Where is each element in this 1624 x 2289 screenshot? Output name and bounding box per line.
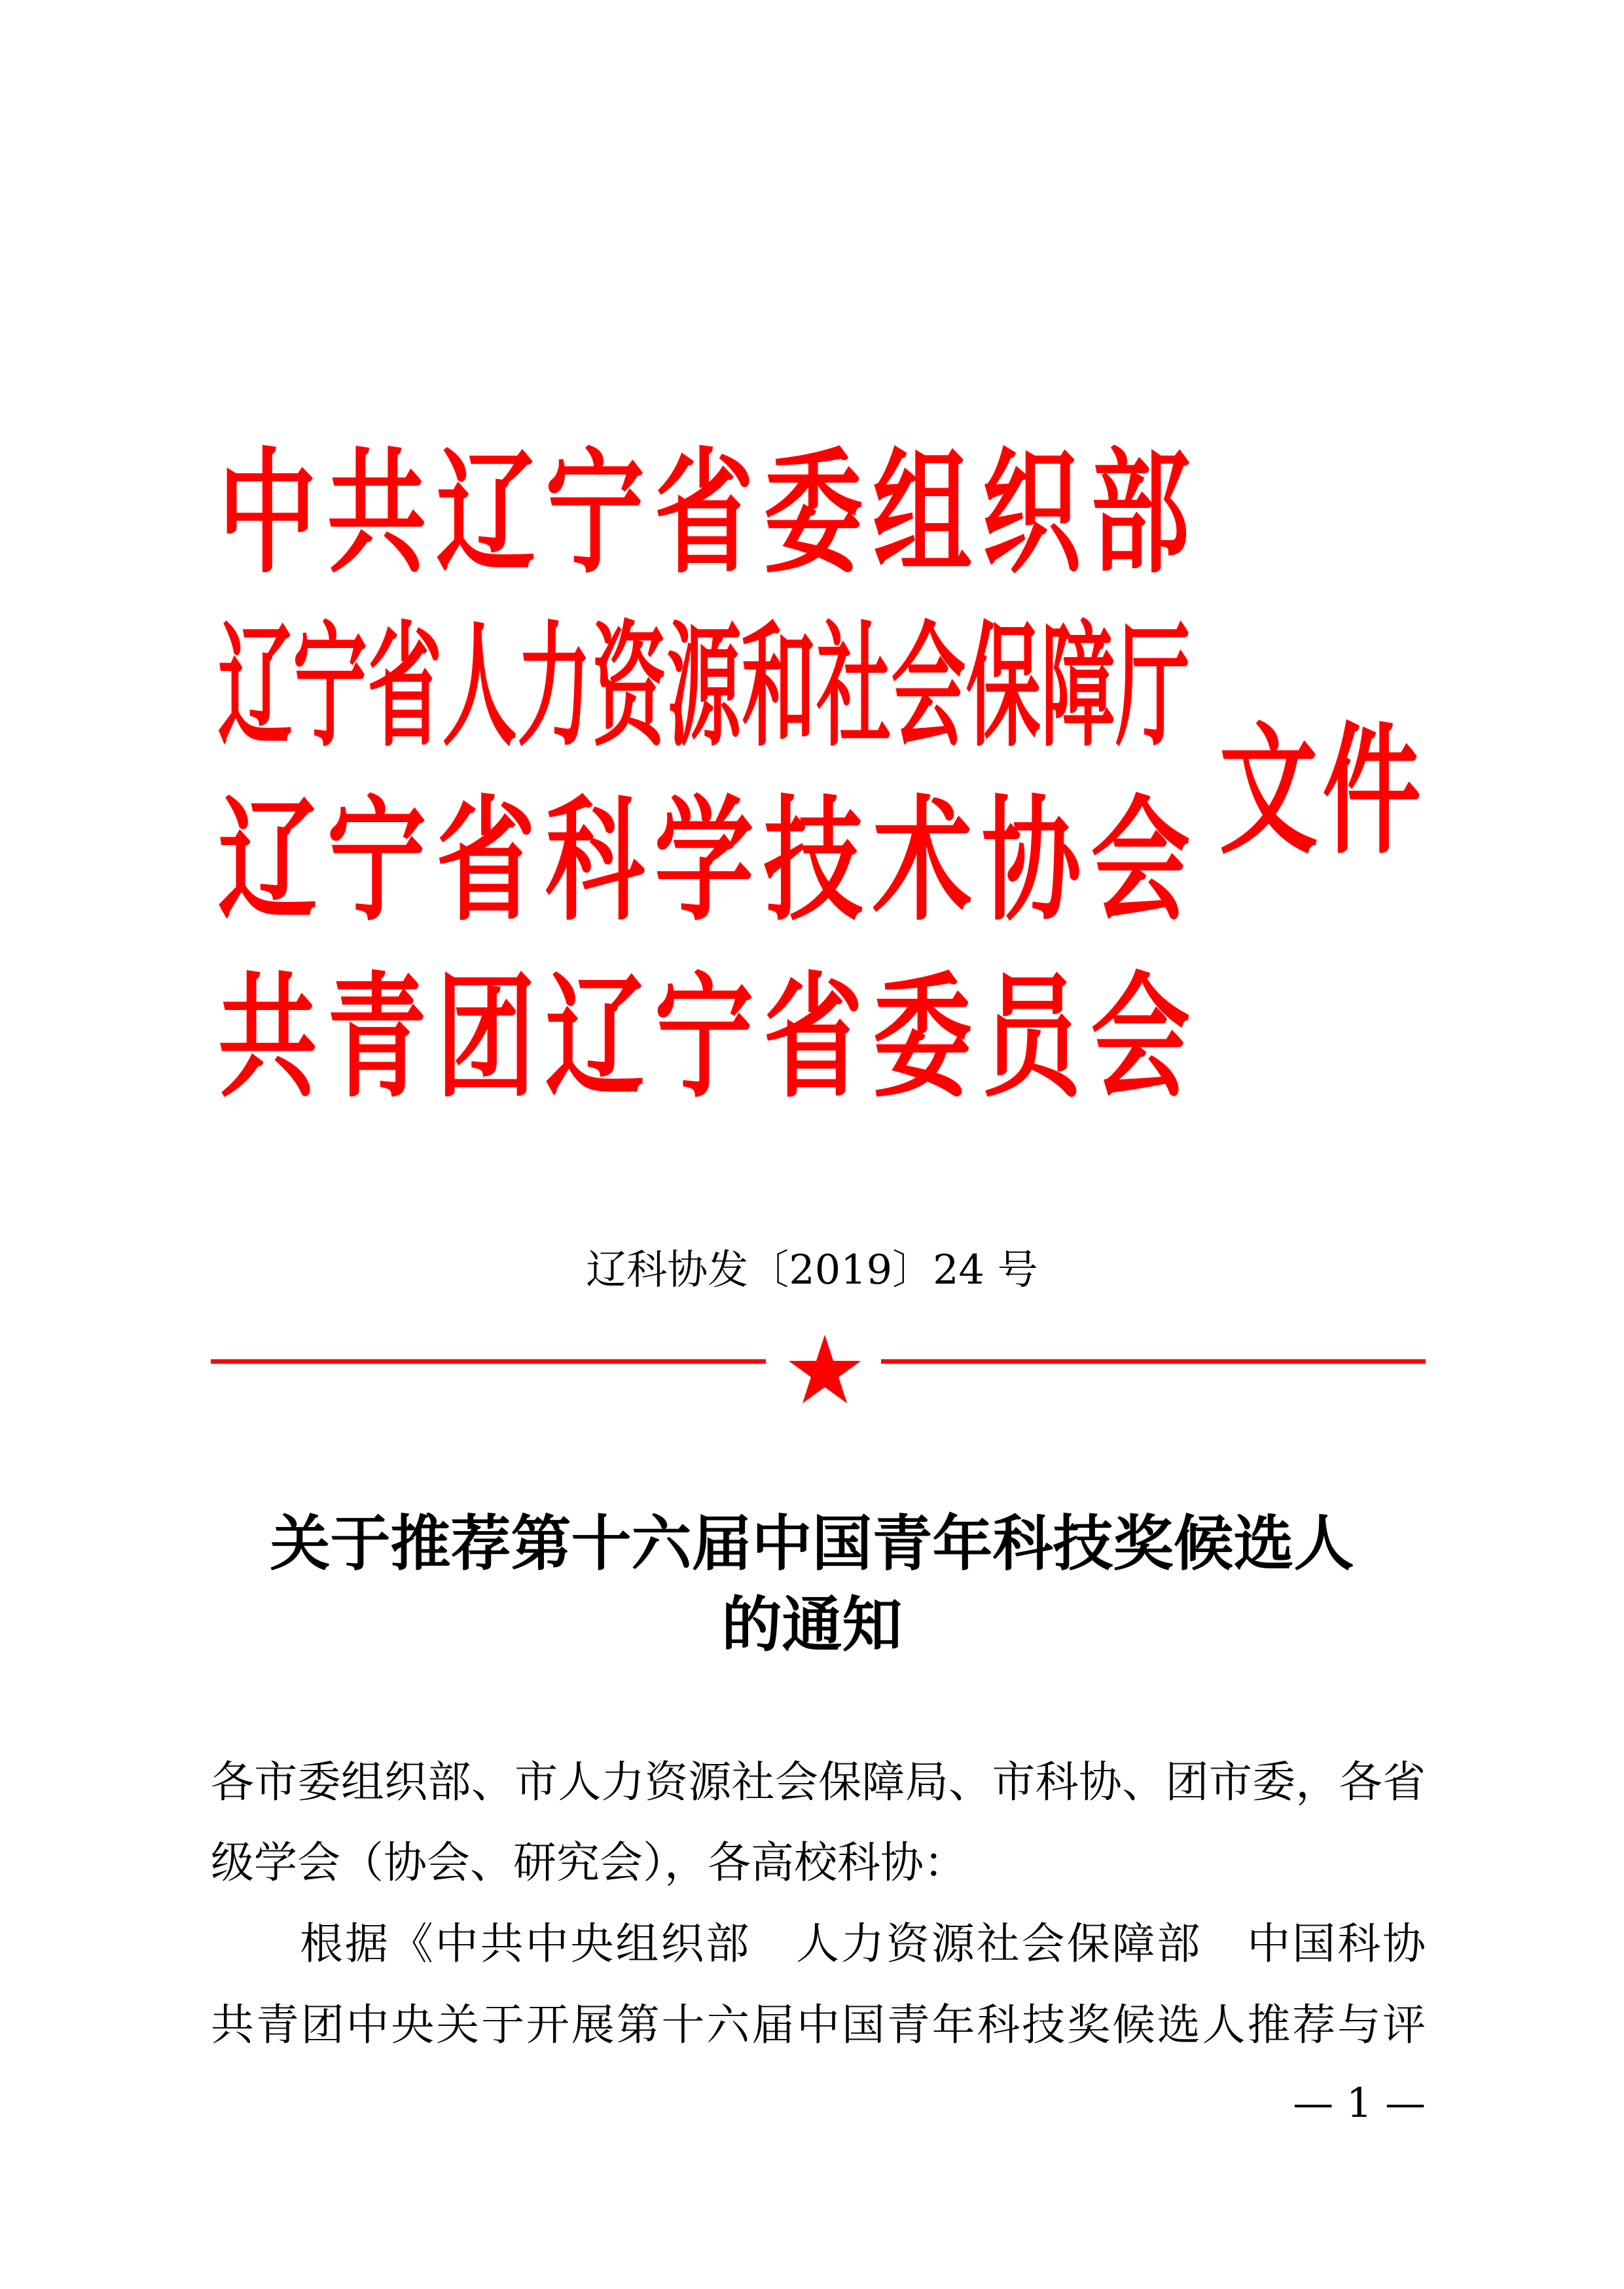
page-number: — 1 —	[1293, 2079, 1426, 2127]
issuer-line-1: 中共辽宁省委组织部	[218, 433, 1191, 592]
salutation-line-1: 各市委组织部、市人力资源社会保障局、市科协、团市委，各省	[211, 1757, 1426, 1807]
title-line-1: 关于推荐第十六届中国青年科技奖候选人	[270, 1508, 1354, 1579]
issuer-line-2: 辽宁省人力资源和社会保障厅	[218, 607, 1191, 766]
red-star-icon	[789, 1335, 861, 1403]
title-line-2: 的通知	[721, 1589, 903, 1660]
body-line-2: 共青团中央关于开展第十六届中国青年科技奖候选人推荐与评	[211, 2000, 1426, 2050]
document-number: 辽科协发〔2019〕24 号	[586, 1246, 1038, 1293]
salutation-line-2: 级学会（协会、研究会），各高校科协：	[211, 1837, 967, 1888]
issuer-line-4: 共青团辽宁省委员会	[218, 958, 1191, 1116]
body-line-1: 根据《中共中央组织部 人力资源社会保障部 中国科协	[300, 1919, 1426, 1969]
header-suffix: 文件	[1219, 708, 1421, 873]
red-separator	[0, 1322, 1624, 1427]
issuer-line-3: 辽宁省科学技术协会	[218, 781, 1191, 939]
